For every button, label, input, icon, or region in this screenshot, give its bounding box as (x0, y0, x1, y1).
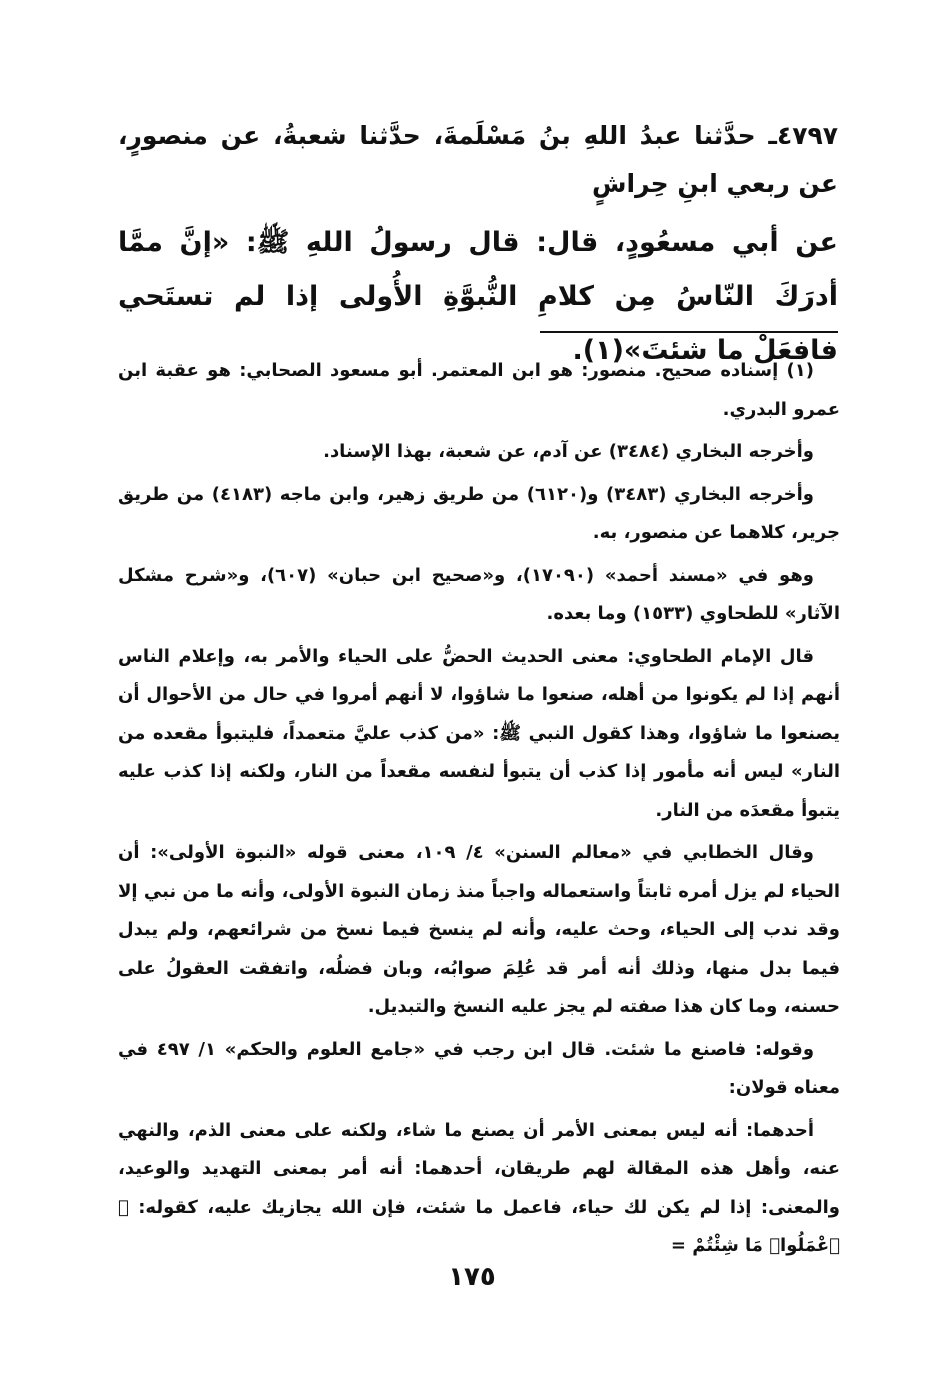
footnote-paragraph: وقوله: فاصنع ما شئت. قال ابن رجب في «جامع العلوم والحكم» ١/ ٤٩٧ في معناه قولان: (118, 1038, 840, 1098)
footnote-paragraph: (١) إسناده صحيح. منصور: هو ابن المعتمر. أبو مسعود الصحابي: هو عقبة ابن عمرو البدري. (118, 360, 840, 420)
footnote-paragraph: وهو في «مسند أحمد» (١٧٠٩٠)، و«صحيح ابن حبان» (٦٠٧)، و«شرح مشكل الآثار» للطحاوي (١٥٣٣) وما بعده. (118, 564, 840, 624)
hadith-text: عن أبي مسعُودٍ، قال: قال رسولُ اللهِ ﷺ: «إنَّ ممَّا أدرَكَ النّاسُ مِن كلامِ النُّبوَّةِ الأُولى إذا لم تستَحي فافعَلْ ما شئتَ»(١). (118, 227, 838, 366)
footnote-paragraph: أحدهما: أنه ليس بمعنى الأمر أن يصنع ما شاء، ولكنه على معنى الذم، والنهي عنه، وأهل هذه المقالة لهم طريقان، أحدهما: أنه أمر بمعنى التهديد والوعيد، والمعنى: إذا لم يكن لك حياء، فاعمل ما شئت، فإن الله يجازيك عليه، كقوله: ﴿ ٱعْمَلُوا۟ مَا شِئْتُمْ = (118, 1119, 840, 1256)
hadith-chain: ٤٧٩٧ـ حدَّثنا عبدُ اللهِ بنُ مَسْلَمةَ، حدَّثنا شعبةُ، عن منصورٍ، عن ربعي ابنِ حِراشٍ (118, 121, 838, 198)
footnote-divider (540, 331, 838, 333)
footnote-paragraph: قال الإمام الطحاوي: معنى الحديث الحضُّ على الحياء والأمر به، وإعلام الناس أنهم إذا لم يكونوا من أهله، صنعوا ما شاؤوا، لا أنهم أمروا في حال من الأحوال أن يصنعوا ما شاؤوا، وهذا كقول النبي ﷺ: «من كذب عليَّ متعمداً، فليتبوأ مقعده من النار» ليس أنه مأمور إذا كذب أن يتبوأ لنفسه مقعداً من النار، ولكنه إذا كذب عليه يتبوأ مقعدَه من النار. (118, 645, 840, 821)
footnote-paragraph: وقال الخطابي في «معالم السنن» ٤/ ١٠٩، معنى قوله «النبوة الأولى»: أن الحياء لم يزل أمره ثابتاً واستعماله واجباً منذ زمان النبوة الأولى، وأنه ما من نبي إلا وقد ندب إلى الحياء، وحث عليه، وأنه لم ينسخ فيما نسخ من شرائعهم، ولم يبدل فيما بدل منها، وذلك أنه أمر قد عُلِمَ صوابُه، وبان فضلُه، واتفقت العقولُ على حسنه، وما كان هذا صفته لم يجز عليه النسخ والتبديل. (118, 842, 840, 1017)
page-number: ١٧٥ (448, 1262, 496, 1292)
footnote-paragraph: وأخرجه البخاري (٣٤٨٤) عن آدم، عن شعبة، بهذا الإسناد. (323, 441, 814, 462)
footnote-paragraph: وأخرجه البخاري (٣٤٨٣) و(٦١٢٠) من طريق زهير، وابن ماجه (٤١٨٣) من طريق جرير، كلاهما عن منصور، به. (118, 483, 840, 543)
footnotes-section (118, 352, 840, 1270)
